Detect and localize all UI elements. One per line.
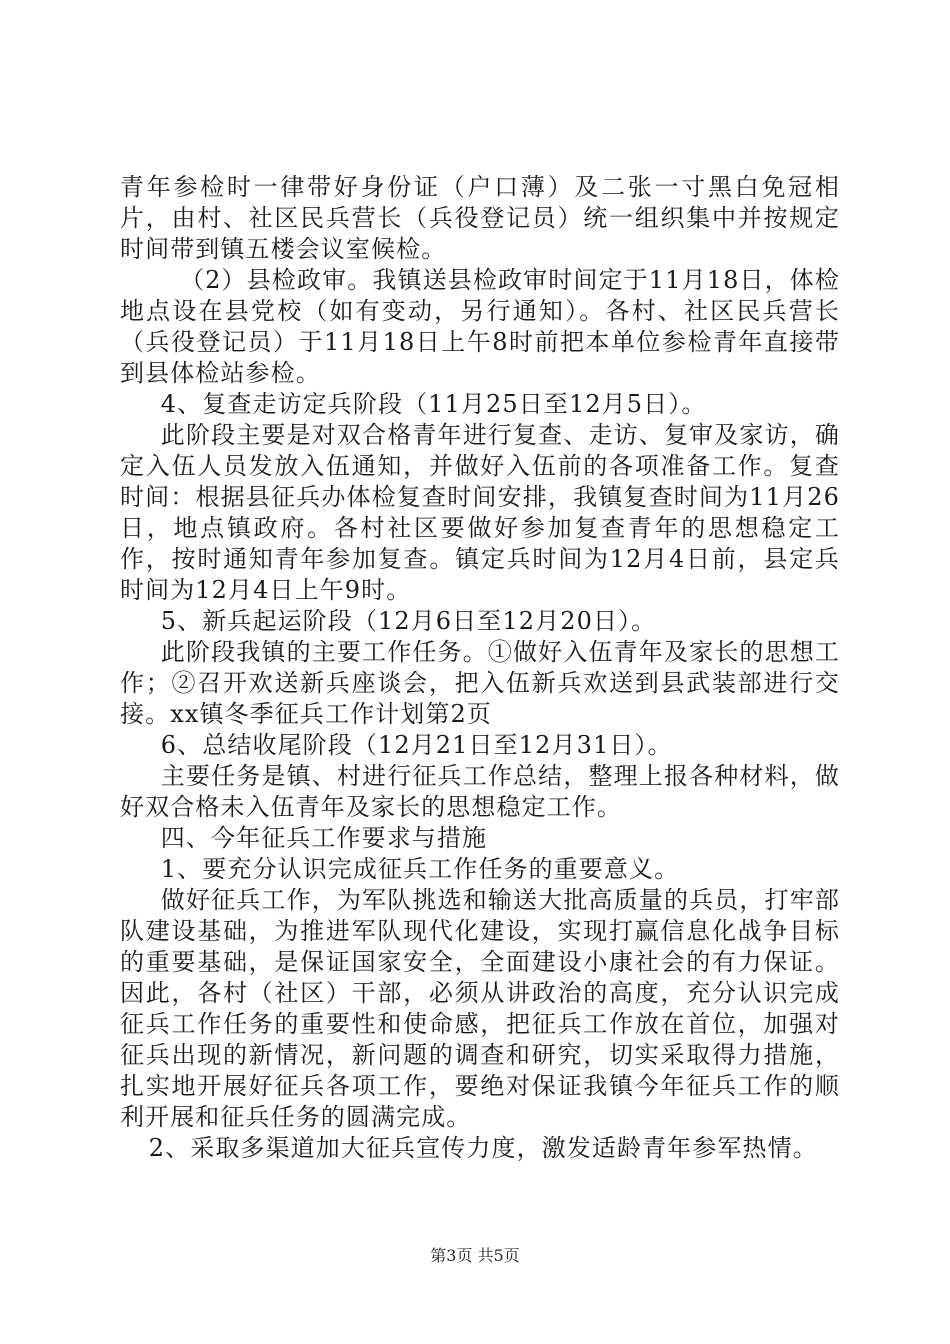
paragraph-summary-stage: 主要任务是镇、村进行征兵工作总结，整理上报各种材料，做好双合格未入伍青年及家长的思想稳定工作。 <box>120 762 840 821</box>
heading-dispatch-stage: 5、新兵起运阶段（12月6日至12月20日）。 <box>160 607 657 635</box>
paragraph-continued: 青年参检时一律带好身份证（户口薄）及二张一寸黑白免冠相片，由村、社区民兵营长（兵役登记员）统一组织集中并按规定时间带到镇五楼会议室候检。 <box>120 173 840 263</box>
paragraph-dispatch-stage: 此阶段我镇的主要工作任务。①做好入伍青年及家长的思想工作；②召开欢送新兵座谈会，把入伍新兵欢送到县武装部进行交接。xx镇冬季征兵工作计划第2页 <box>120 638 840 728</box>
page-number-footer: 第3页 共5页 <box>430 1246 520 1265</box>
heading-recheck-stage: 4、复查走访定兵阶段（11月25日至12月5日）。 <box>160 390 707 418</box>
heading-importance: 1、要充分认识完成征兵工作任务的重要意义。 <box>160 855 680 883</box>
paragraph-county-review: （2）县检政审。我镇送县检政审时间定于11月18日，体检地点设在县党校（如有变动，另行通知）。各村、社区民兵营长（兵役登记员）于11月18日上午8时前把本单位参检青年直接带到县体检站参检。 <box>120 266 840 387</box>
heading-summary-stage: 6、总结收尾阶段（12月21日至12月31日）。 <box>160 731 673 759</box>
document-body <box>120 172 840 1164</box>
paragraph-recheck-stage: 此阶段主要是对双合格青年进行复查、走访、复审及家访，确定入伍人员发放入伍通知，并做好入伍前的各项准备工作。复查时间：根据县征兵办体检复查时间安排，我镇复查时间为11月26日，地点镇政府。各村社区要做好参加复查青年的思想稳定工作，按时通知青年参加复查。镇定兵时间为12月4日前，县定兵时间为12月4日上午9时。 <box>120 421 840 604</box>
paragraph-importance: 做好征兵工作，为军队挑选和输送大批高质量的兵员，打牢部队建设基础，为推进军队现代化建设，实现打赢信息化战争目标的重要基础，是保证国家安全，全面建设小康社会的有力保证。因此，各村（社区）干部，必须从讲政治的高度，充分认识完成征兵工作任务的重要性和使命感，把征兵工作放在首位，加强对征兵出现的新情况，新问题的调查和研究，切实采取得力措施，扎实地开展好征兵各项工作，要绝对保证我镇今年征兵工作的顺利开展和征兵任务的圆满完成。 <box>120 886 840 1131</box>
heading-publicity: 2、采取多渠道加大征兵宣传力度，激发适龄青年参军热情。 <box>148 1134 818 1162</box>
section-heading-requirements: 四、今年征兵工作要求与措施 <box>160 824 488 852</box>
